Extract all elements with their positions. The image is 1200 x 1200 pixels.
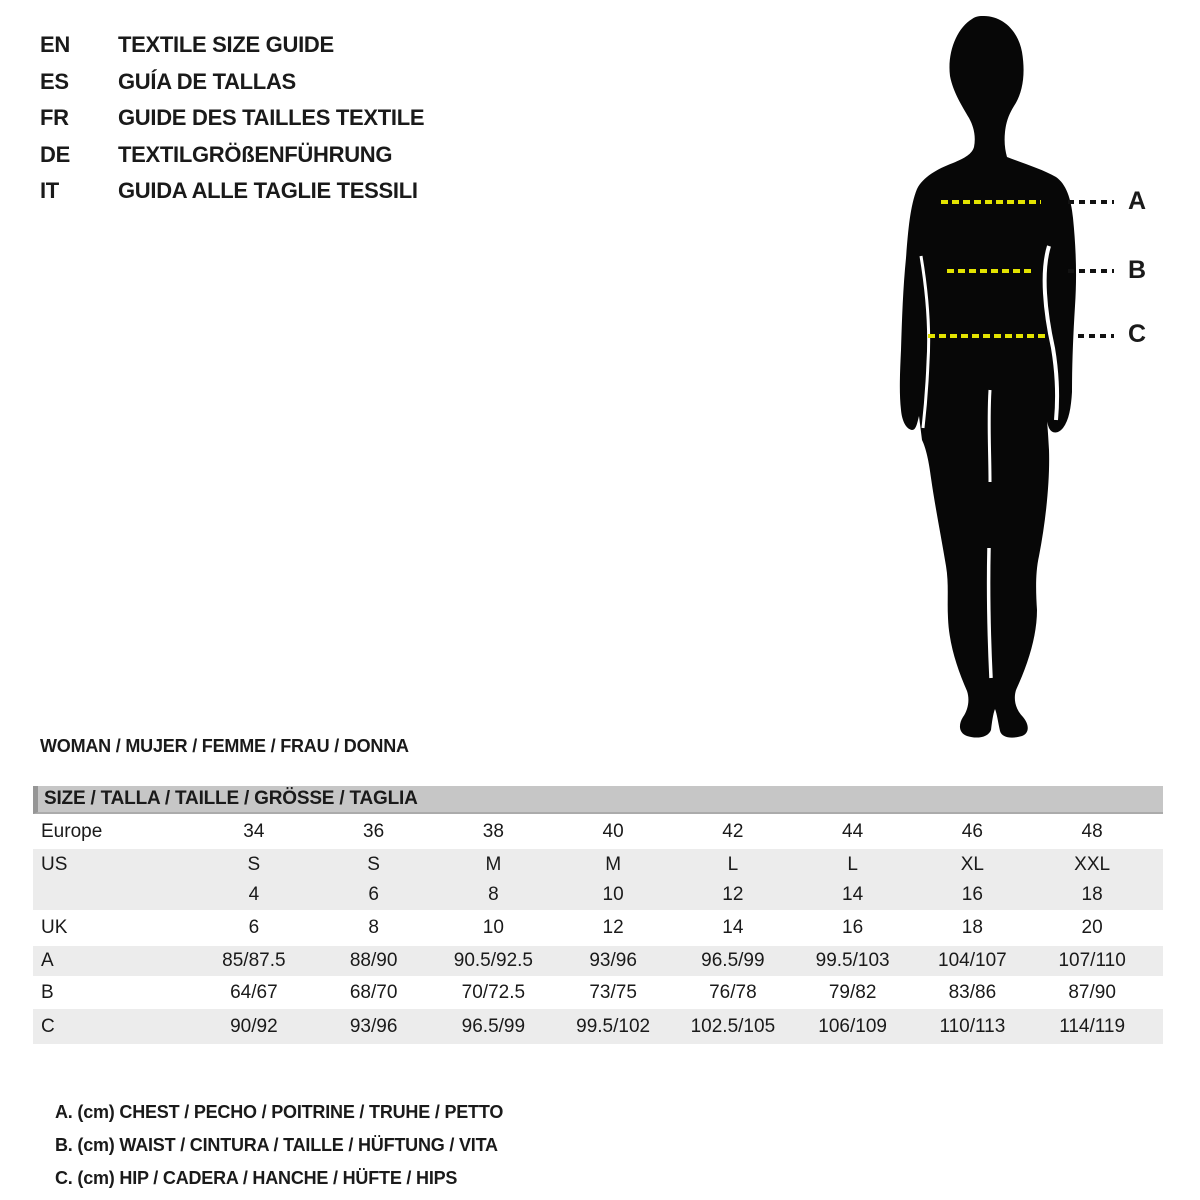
size-value: 42 xyxy=(722,820,744,842)
size-value: L xyxy=(727,853,739,875)
size-value: 79/82 xyxy=(828,981,877,1003)
size-value: 102.5/105 xyxy=(690,1015,776,1037)
table-row xyxy=(33,880,1163,910)
waist-line-on-body xyxy=(947,269,1033,273)
leg-gap-upper xyxy=(989,390,990,482)
size-value: M xyxy=(485,853,502,875)
table-row xyxy=(33,814,1163,849)
size-value: 14 xyxy=(722,917,744,938)
size-value: 16 xyxy=(842,917,864,938)
language-title: GUIDE DES TAILLES TEXTILE xyxy=(118,105,425,130)
chest-line-on-body xyxy=(941,200,1041,204)
size-value: 4 xyxy=(248,884,260,905)
size-value: 93/96 xyxy=(349,1015,398,1037)
language-list xyxy=(40,27,424,210)
language-title: TEXTILE SIZE GUIDE xyxy=(118,32,334,57)
size-value: 40 xyxy=(602,820,624,842)
table-row xyxy=(33,849,1163,880)
size-value: 96.5/99 xyxy=(461,1015,526,1037)
size-value: 8 xyxy=(488,884,499,905)
size-value: 18 xyxy=(1081,884,1103,905)
chest-line-pointer xyxy=(1068,200,1114,204)
language-row xyxy=(40,64,424,101)
size-value: S xyxy=(247,853,261,875)
size-value: 38 xyxy=(482,820,504,842)
size-value: 96.5/99 xyxy=(701,950,765,971)
size-value: 107/110 xyxy=(1058,950,1126,971)
size-value: 12 xyxy=(722,884,744,905)
size-value: 70/72.5 xyxy=(461,981,526,1003)
row-label: US xyxy=(41,853,68,875)
size-value: 48 xyxy=(1081,820,1103,842)
size-value: 12 xyxy=(602,917,624,938)
language-row xyxy=(40,137,424,174)
size-value: S xyxy=(367,853,380,875)
size-value: 73/75 xyxy=(589,981,637,1003)
hip-line-on-body xyxy=(928,334,1048,338)
size-value: 34 xyxy=(243,820,265,842)
size-value: 20 xyxy=(1081,917,1103,938)
size-value: 6 xyxy=(368,884,379,905)
size-value: 16 xyxy=(961,884,983,905)
language-row xyxy=(40,27,424,64)
row-label: B xyxy=(41,981,54,1003)
size-value: 99.5/102 xyxy=(576,1015,651,1037)
woman-silhouette-figure xyxy=(880,10,1130,750)
legend-row: C. (cm) HIP / CADERA / HANCHE / HÜFTE / HIPS xyxy=(55,1168,458,1188)
size-value: 85/87.5 xyxy=(222,950,286,971)
language-title: GUÍA DE TALLAS xyxy=(118,68,296,94)
table-row xyxy=(33,1009,1163,1044)
size-value: 83/86 xyxy=(948,981,997,1003)
size-value: 36 xyxy=(363,820,385,842)
size-value: 10 xyxy=(482,917,504,938)
size-value: 64/67 xyxy=(230,981,278,1003)
size-value: L xyxy=(847,853,858,875)
table-row xyxy=(33,946,1163,976)
size-value: 90.5/92.5 xyxy=(453,950,533,971)
legend-row: A. (cm) CHEST / PECHO / POITRINE / TRUHE / PETTO xyxy=(55,1102,504,1122)
language-code: ES xyxy=(40,68,69,94)
size-value: 93/96 xyxy=(589,950,637,971)
language-code: DE xyxy=(40,141,70,167)
size-value: 68/70 xyxy=(349,981,398,1003)
language-row xyxy=(40,173,424,210)
row-label: Europe xyxy=(41,820,103,842)
size-value: 106/109 xyxy=(818,1015,887,1037)
row-label: C xyxy=(41,1015,55,1037)
size-value: 104/107 xyxy=(938,950,1007,971)
language-code: EN xyxy=(40,32,70,57)
size-value: M xyxy=(605,853,622,875)
language-row xyxy=(40,100,424,137)
table-row xyxy=(33,910,1163,946)
size-table-body xyxy=(33,814,1163,1044)
size-value: 46 xyxy=(961,820,983,842)
size-value: 14 xyxy=(842,884,864,905)
hip-marker-label: C xyxy=(1128,320,1147,348)
size-value: 90/92 xyxy=(230,1015,278,1037)
size-value: 8 xyxy=(368,917,379,938)
size-value: XXL xyxy=(1074,853,1111,875)
size-value: 18 xyxy=(961,917,983,938)
size-value: 99.5/103 xyxy=(815,950,890,971)
hip-line-pointer xyxy=(1078,334,1114,338)
waist-marker-label: B xyxy=(1128,256,1147,284)
size-value: 6 xyxy=(248,917,260,938)
size-value: 10 xyxy=(602,884,624,905)
size-value: 76/78 xyxy=(709,981,757,1003)
size-table xyxy=(33,786,1163,1044)
size-table-header: SIZE / TALLA / TAILLE / GRÖSSE / TAGLIA xyxy=(33,786,1163,814)
legend-row: B. (cm) WAIST / CINTURA / TAILLE / HÜFTUNG / VITA xyxy=(55,1135,498,1155)
table-row xyxy=(33,976,1163,1009)
size-value: 110/113 xyxy=(939,1015,1006,1037)
size-value: 88/90 xyxy=(349,950,398,971)
language-code: IT xyxy=(40,178,59,203)
chest-marker-label: A xyxy=(1128,187,1147,215)
language-code: FR xyxy=(40,105,69,130)
language-title: GUIDA ALLE TAGLIE TESSILI xyxy=(118,178,418,203)
language-title: TEXTILGRÖßENFÜHRUNG xyxy=(118,141,393,167)
measurement-legend xyxy=(55,1096,503,1195)
size-value: 87/90 xyxy=(1068,981,1116,1003)
waist-line-pointer xyxy=(1068,269,1114,273)
section-title: WOMAN / MUJER / FEMME / FRAU / DONNA xyxy=(40,736,409,756)
size-value: XL xyxy=(960,853,984,875)
size-value: 114/119 xyxy=(1059,1015,1126,1037)
size-value: 44 xyxy=(842,820,864,842)
row-label: A xyxy=(41,950,54,971)
row-label: UK xyxy=(41,917,68,938)
